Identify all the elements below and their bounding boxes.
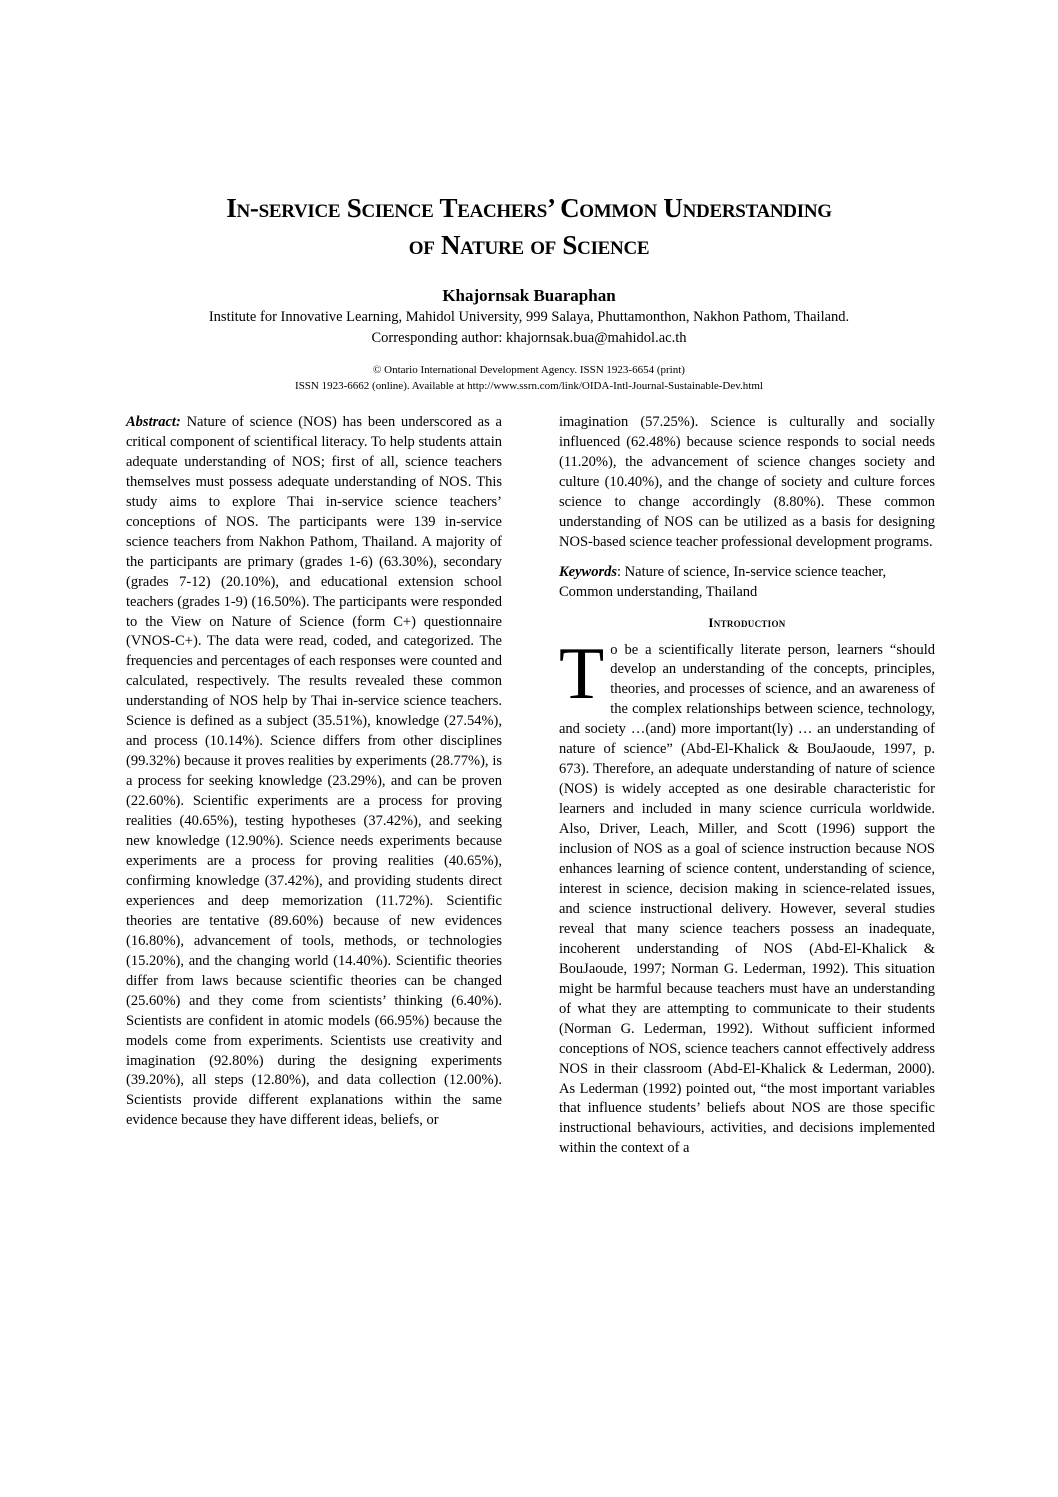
keywords-label: Keywords	[559, 563, 617, 580]
copyright-line-2: ISSN 1923-6662 (online). Available at http://www.ssrn.com/link/OIDA-Intl-Journal-Sustainable-Dev.html	[295, 380, 763, 392]
abstract-paragraph	[126, 413, 502, 1131]
introduction-paragraph	[559, 632, 935, 1160]
abstract-continuation: imagination (57.25%). Science is culturally and socially influenced (62.48%) because science responds to social needs (11.20%), the advancement of science changes society and culture (10.40%), and the change of society and culture forces science to change accordingly (8.80%). These common understanding of NOS can be utilized as a basis for designing NOS-based science teacher professional development programs.	[559, 414, 935, 550]
right-column	[559, 413, 935, 1159]
affiliation: Institute for Innovative Learning, Mahidol University, 999 Salaya, Phuttamonthon, Nakhon Pathom, Thailand.	[208, 309, 850, 325]
title-line-2: of Nature of Science	[408, 230, 650, 260]
keywords-separator: :	[617, 563, 625, 580]
copyright-line-1: © Ontario International Development Agency. ISSN 1923-6654 (print)	[373, 364, 685, 376]
author-affiliation-block	[100, 307, 958, 349]
title-line-1: In-service Science Teachers’ Common Understanding	[226, 193, 832, 223]
keywords-text: Nature of science, In-service science teacher, Common understanding, Thailand	[559, 563, 887, 600]
left-column	[126, 413, 502, 1131]
author-name: Khajornsak Buaraphan	[442, 286, 616, 305]
section-heading-introduction: Introduction	[708, 614, 786, 630]
paper-title	[100, 190, 958, 264]
drop-cap: T	[559, 632, 605, 715]
introduction-text: o be a scientifically literate person, learners “should develop an understanding of the concepts, principles, theories, and processes of science, and an awareness of the complex relationships between science, technology, and society …(and) more important(ly) … an understanding of nature of science” (Abd-El-Khalick & BouJaoude, 1997, p. 673). Therefore, an adequate understanding of nature of science (NOS) is widely accepted as one desirable characteristic for learners and included in many science curricula worldwide. Also, Driver, Leach, Miller, and Scott (1996) support the inclusion of NOS as a goal of science instruction because NOS enhances learning of science content, understanding of science, interest in science, decision making in science-related issues, and science instructional delivery. However, several studies reveal that many science teachers possess an inadequate, incoherent understanding of NOS (Abd-El-Khalick & BouJaoude, 1997; Norman G. Lederman, 1992). This situation might be harmful because teachers must have an understanding of what they are attempting to communicate to their students (Norman G. Lederman, 1992). Without sufficient informed conceptions of NOS, science teachers cannot effectively address NOS in their classroom (Abd-El-Khalick & Lederman, 2000). As Lederman (1992) pointed out, “the most important variables that influence students’ beliefs about NOS are those specific instructional behaviours, activities, and decisions implemented within the context of a	[559, 641, 935, 1157]
copyright-notice	[100, 362, 958, 394]
corresponding-author: Corresponding author: khajornsak.bua@mahidol.ac.th	[371, 330, 687, 346]
keywords-paragraph	[559, 563, 935, 603]
abstract-text: Nature of science (NOS) has been underscored as a critical component of scientifical literacy. To help students attain adequate understanding of NOS; first of all, science teachers themselves must possess adequate understanding of NOS. This study aims to explore Thai in-service science teachers’ conceptions of NOS. The participants were 139 in-service science teachers from Nakhon Pathom, Thailand. A majority of the participants are primary (grades 1-6) (63.30%), secondary (grades 7-12) (20.10%), and educational extension school teachers (grades 1-9) (16.50%). The participants were responded to the View on Nature of Science (form C+) questionnaire (VNOS-C+). The data were read, coded, and categorized. The frequencies and percentages of each responses were counted and calculated, respectively. The results revealed these common understanding of NOS help by Thai in-service science teachers. Science is defined as a subject (35.51%), knowledge (27.54%), and process (10.14%). Science differs from other disciplines (99.32%) because it proves realities by experiments (28.77%), is a process for seeking knowledge (23.29%), and can be proven (22.60%). Scientific experiments are a process for proving realities (40.65%), testing hypotheses (37.42%), and seeking new knowledge (12.90%). Science needs experiments because experiments are a process for proving realities (40.65%), confirming knowledge (37.42%), and providing students direct experiences and deep memorization (11.72%). Scientific theories are tentative (89.60%) because of new evidences (16.80%), advancement of tools, methods, or technologies (15.20%), and the changing world (14.40%). Scientific theories differ from laws because scientific theories can be changed (25.60%) and they come from scientists’ thinking (6.40%). Scientists are confident in atomic models (66.95%) because the models come from experiments. Scientists use creativity and imagination (92.80%) during the designing experiments (39.20%), all steps (12.80%), and data collection (12.00%). Scientists provide different explanations within the same evidence because they have different ideas, beliefs, or	[126, 414, 502, 1129]
abstract-label: Abstract:	[126, 414, 181, 430]
